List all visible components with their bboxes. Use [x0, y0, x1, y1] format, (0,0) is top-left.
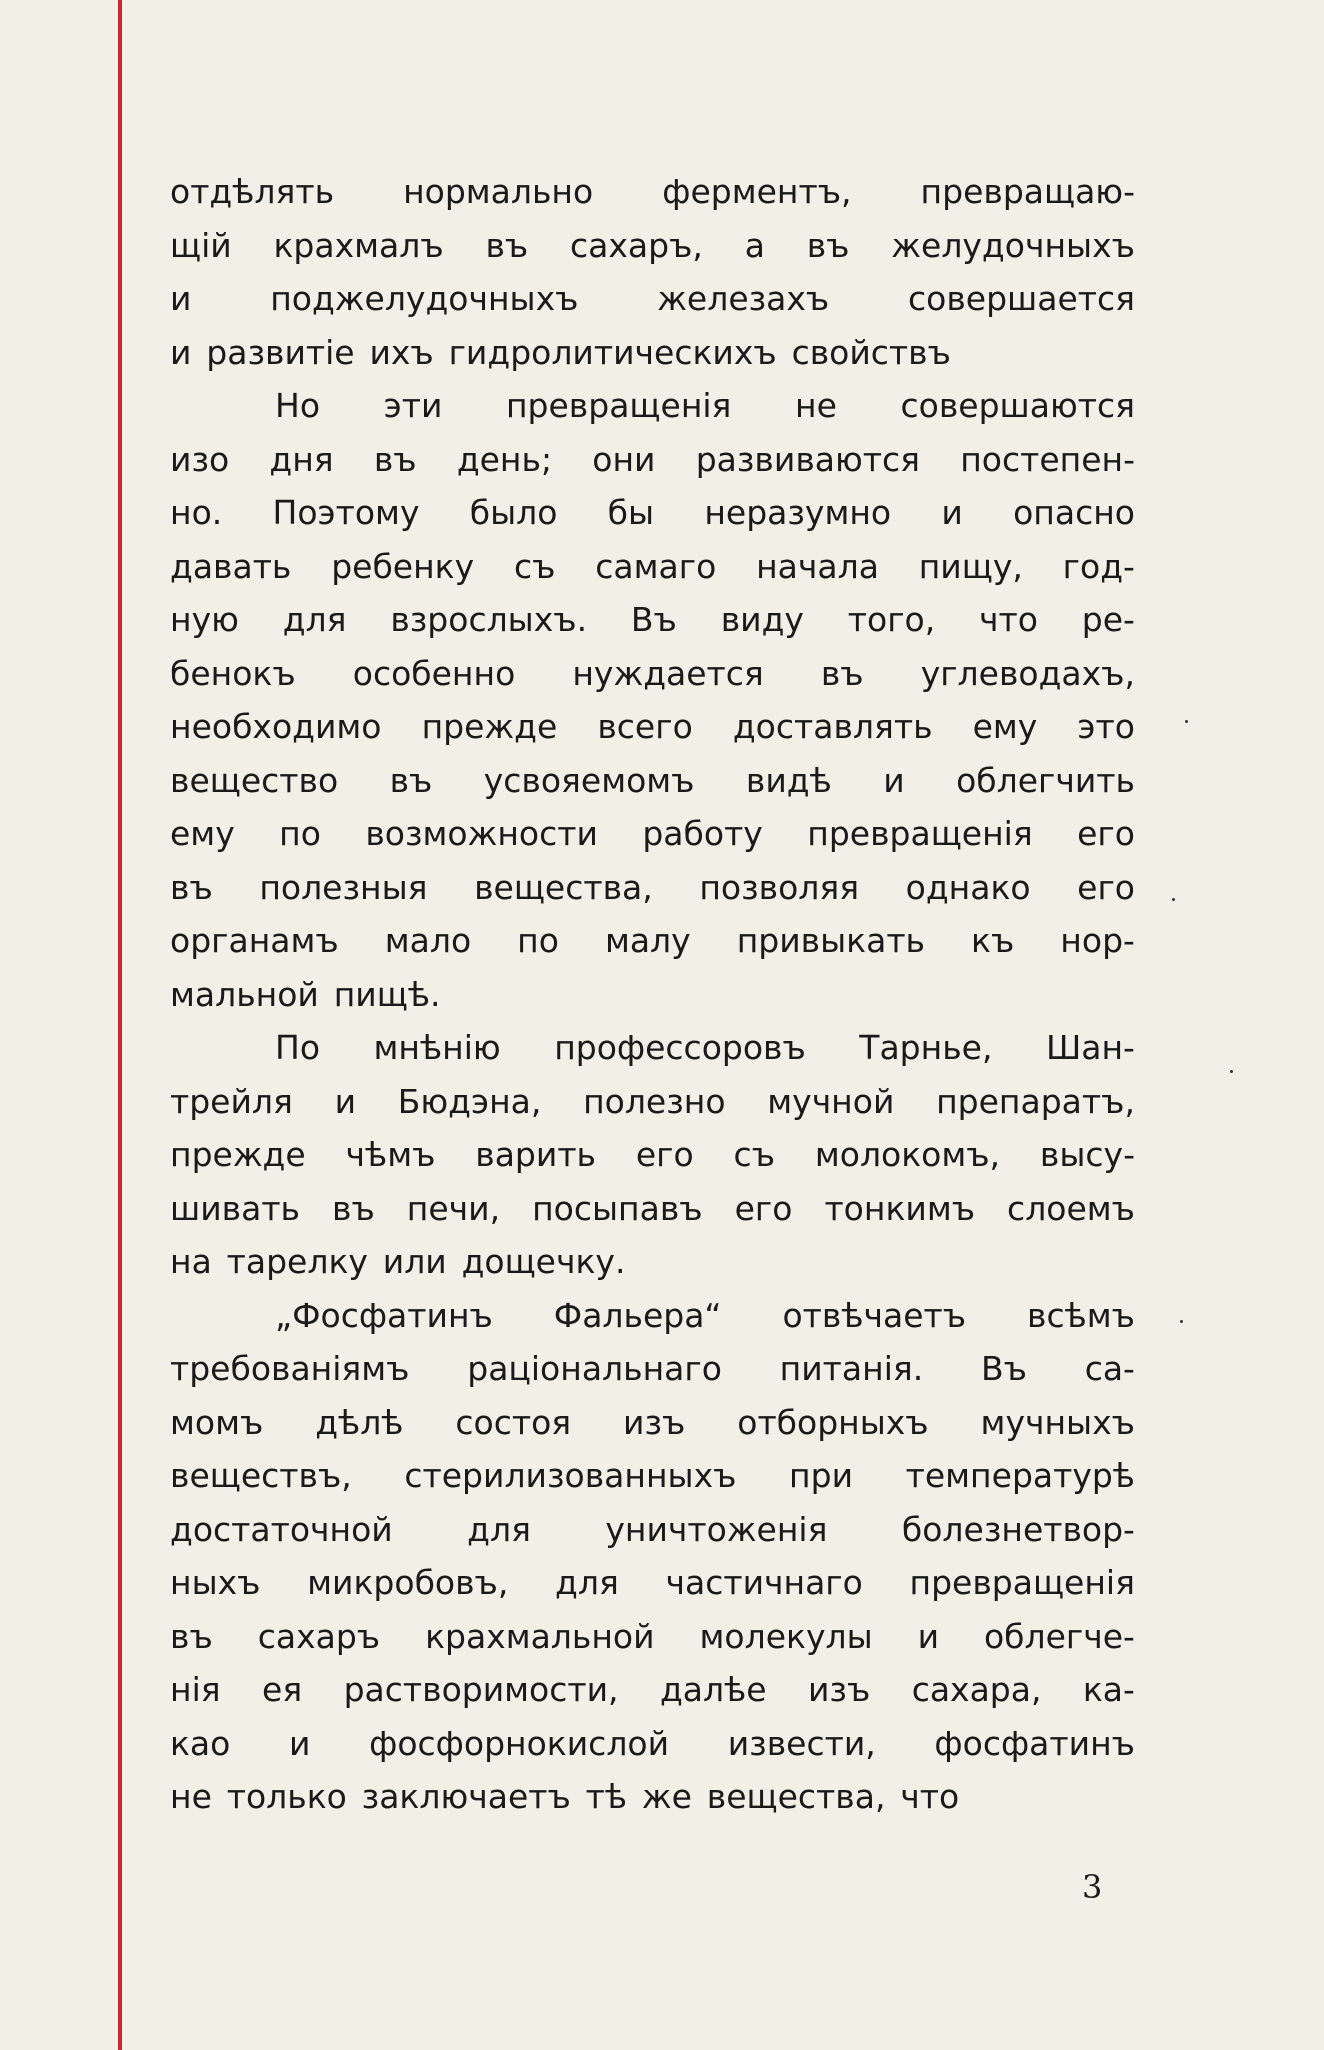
word: Тарнье,: [859, 1028, 993, 1067]
word: въ: [806, 225, 850, 265]
word: сахара,: [911, 1670, 1042, 1709]
word: прежде: [421, 707, 558, 746]
ink-speck: [1180, 1320, 1183, 1323]
word: что: [900, 1777, 960, 1816]
word: полезно: [583, 1081, 726, 1121]
word: превращенія: [909, 1563, 1135, 1602]
word: бы: [607, 493, 655, 532]
word: частичнаго: [665, 1563, 863, 1602]
word: нуждается: [572, 653, 764, 693]
word: изъ: [623, 1402, 686, 1442]
word: трейля: [170, 1081, 293, 1121]
text-line: [170, 1717, 1135, 1771]
word: малу: [604, 921, 691, 960]
word: посыпавъ: [532, 1188, 703, 1228]
word: ныхъ: [170, 1563, 261, 1602]
body-text: [170, 165, 1135, 1824]
word: что: [979, 600, 1038, 639]
word: видѣ: [745, 760, 832, 800]
word: неразумно: [704, 493, 892, 532]
text-line: [170, 1396, 1135, 1450]
word: въ: [485, 225, 529, 265]
word: печи,: [406, 1188, 501, 1228]
text-line: [170, 700, 1135, 754]
word: „Фосфатинъ: [275, 1295, 493, 1335]
text-line: [170, 593, 1135, 647]
text-line: [170, 807, 1135, 861]
word: при: [789, 1456, 854, 1495]
word: же: [641, 1777, 692, 1816]
word: вещества,: [706, 1777, 886, 1816]
word: день;: [456, 439, 553, 479]
text-line: [170, 1770, 1135, 1824]
word: щій: [170, 225, 232, 265]
word: температурѣ: [905, 1456, 1135, 1495]
word: превращенія: [807, 814, 1033, 853]
word: молекулы: [699, 1616, 873, 1656]
text-line: [170, 486, 1135, 540]
word: на: [170, 1242, 212, 1281]
word: доставлять: [732, 707, 933, 746]
word: заключаетъ: [361, 1777, 571, 1816]
word: ребенку: [331, 546, 475, 586]
word: пищѣ.: [333, 974, 441, 1014]
text-line: [170, 914, 1135, 968]
text-line: [170, 1289, 1135, 1343]
word: момъ: [170, 1402, 264, 1442]
text-line: [170, 1128, 1135, 1182]
word: фосфатинъ: [934, 1723, 1135, 1763]
word: они: [592, 439, 656, 479]
word: его: [1077, 814, 1135, 853]
ink-speck: [1230, 1070, 1233, 1073]
word: стерилизованныхъ: [404, 1456, 737, 1495]
word: въ: [170, 1616, 213, 1656]
word: для: [467, 1509, 531, 1549]
ink-speck: [1172, 898, 1175, 901]
word: бенокъ: [170, 653, 296, 693]
margin-rule: [118, 0, 122, 2050]
word: препаратъ,: [936, 1081, 1135, 1121]
word: По: [275, 1028, 321, 1067]
word: извести,: [727, 1723, 876, 1763]
word: однако: [905, 867, 1031, 907]
word: для: [555, 1563, 619, 1602]
word: но.: [170, 493, 223, 532]
word: начала: [756, 546, 879, 586]
word: и: [883, 760, 905, 800]
word: взрослыхъ.: [390, 600, 588, 639]
word: изъ: [807, 1670, 871, 1709]
word: углеводахъ,: [920, 653, 1135, 693]
word: Поэтому: [272, 493, 420, 532]
word: превращаю-: [920, 172, 1135, 211]
word: веществъ,: [170, 1456, 352, 1495]
word: нор-: [1060, 921, 1135, 960]
word: питанія.: [779, 1349, 924, 1388]
word: того,: [847, 600, 936, 639]
word: растворимости,: [343, 1670, 619, 1709]
word: достаточной: [170, 1509, 393, 1549]
word: его: [734, 1188, 793, 1228]
word: железахъ: [657, 279, 830, 318]
word: чѣмъ: [345, 1135, 436, 1174]
word: далѣе: [659, 1670, 767, 1709]
word: и: [941, 493, 963, 532]
word: мнѣнію: [373, 1028, 501, 1067]
text-line: [170, 272, 1135, 326]
word: особенно: [352, 653, 516, 693]
text-line: [170, 1663, 1135, 1717]
word: мальной: [170, 974, 319, 1014]
word: и: [334, 1081, 357, 1121]
word: дощечку.: [461, 1242, 626, 1281]
word: поджелудочныхъ: [270, 279, 579, 318]
word: тарелку: [226, 1242, 368, 1281]
word: отборныхъ: [737, 1402, 929, 1442]
word: гидролитическихъ: [448, 332, 777, 372]
word: Въ: [630, 600, 677, 639]
word: мучной: [767, 1081, 895, 1121]
word: привыкать: [736, 921, 926, 960]
word: отдѣлять: [170, 172, 335, 211]
text-line: [170, 433, 1135, 487]
word: сахаръ,: [570, 225, 703, 265]
word: мало: [384, 921, 472, 960]
text-line: [170, 1075, 1135, 1129]
text-line: [170, 1182, 1135, 1236]
word: всѣмъ: [1027, 1295, 1135, 1335]
ink-speck: [1185, 720, 1188, 723]
word: или: [382, 1242, 447, 1281]
word: было: [469, 493, 558, 532]
word: развитіе: [206, 332, 355, 372]
word: его: [1077, 867, 1135, 907]
word: это: [1077, 707, 1135, 746]
text-line: [170, 1449, 1135, 1503]
word: развиваются: [695, 439, 920, 479]
word: желудочныхъ: [891, 225, 1135, 265]
word: пищу,: [918, 546, 1023, 586]
word: для: [282, 600, 347, 639]
word: состоя: [455, 1402, 572, 1442]
word: постепен-: [960, 439, 1135, 479]
word: а: [744, 225, 765, 265]
word: только: [226, 1777, 347, 1816]
text-line: [170, 326, 1135, 380]
text-line: [170, 1235, 1135, 1289]
word: шивать: [170, 1188, 300, 1228]
word: изо: [170, 439, 230, 479]
word: као: [170, 1723, 231, 1763]
word: въ: [373, 439, 417, 479]
word: ную: [170, 600, 239, 639]
word: ка-: [1082, 1670, 1135, 1709]
word: дѣлѣ: [315, 1402, 404, 1442]
text-line: [170, 540, 1135, 594]
word: нія: [170, 1670, 221, 1709]
word: и: [917, 1616, 940, 1656]
word: усвояемомъ: [483, 760, 695, 800]
word: ихъ: [369, 332, 434, 372]
word: вещества,: [474, 867, 653, 907]
word: ре-: [1081, 600, 1135, 639]
word: Фальера“: [553, 1295, 722, 1335]
word: раціональнаго: [467, 1349, 722, 1388]
word: болезнетвор-: [901, 1509, 1135, 1549]
text-line: [170, 647, 1135, 701]
text-line: [170, 1503, 1135, 1557]
word: совершаются: [900, 386, 1135, 425]
word: по: [517, 921, 559, 960]
text-line: [170, 1556, 1135, 1610]
text-line: [170, 968, 1135, 1022]
word: сахаръ: [257, 1616, 381, 1656]
word: молокомъ,: [814, 1135, 1001, 1174]
text-line: [170, 1342, 1135, 1396]
word: микробовъ,: [307, 1563, 509, 1602]
text-line: [170, 379, 1135, 433]
word: эти: [383, 386, 443, 425]
word: къ: [971, 921, 1015, 960]
word: фосфорнокислой: [369, 1723, 670, 1763]
word: виду: [720, 600, 804, 639]
word: и: [170, 332, 192, 372]
word: полезныя: [259, 867, 428, 907]
word: и: [289, 1723, 311, 1763]
word: давать: [170, 546, 292, 586]
text-line: [170, 1021, 1135, 1075]
word: тонкимъ: [824, 1188, 976, 1228]
word: не: [170, 1777, 212, 1816]
text-line: [170, 219, 1135, 273]
word: его: [635, 1135, 694, 1174]
word: ферментъ,: [662, 172, 852, 211]
word: мучныхъ: [980, 1402, 1135, 1442]
word: варить: [475, 1135, 597, 1174]
word: не: [795, 386, 837, 425]
text-line: [170, 165, 1135, 219]
text-line: [170, 754, 1135, 808]
word: отвѣчаетъ: [782, 1295, 967, 1335]
word: са-: [1084, 1349, 1135, 1388]
word: требованіямъ: [170, 1349, 410, 1388]
word: по: [279, 814, 321, 853]
word: год-: [1062, 546, 1135, 586]
word: прежде: [170, 1135, 306, 1174]
word: Въ: [980, 1349, 1027, 1388]
word: вещество: [170, 760, 339, 800]
text-line: [170, 861, 1135, 915]
word: ему: [170, 814, 235, 853]
word: профессоровъ: [554, 1028, 806, 1067]
word: нормально: [403, 172, 594, 211]
word: съ: [733, 1135, 776, 1174]
word: и: [170, 279, 192, 318]
word: Бюдэна,: [397, 1081, 542, 1121]
word: Шан-: [1045, 1028, 1135, 1067]
word: органамъ: [170, 921, 339, 960]
word: тѣ: [585, 1777, 628, 1816]
word: облегче-: [983, 1616, 1135, 1656]
word: крахмалъ: [273, 225, 444, 265]
word: возможности: [365, 814, 598, 853]
word: въ: [332, 1188, 375, 1228]
word: слоемъ: [1007, 1188, 1135, 1228]
word: дня: [269, 439, 334, 479]
word: свойствъ: [791, 332, 951, 372]
word: въ: [820, 653, 864, 693]
word: совершается: [908, 279, 1135, 318]
word: работу: [642, 814, 763, 853]
word: облегчить: [956, 760, 1135, 800]
word: необходимо: [170, 707, 382, 746]
word: ему: [972, 707, 1038, 746]
page-number: 3: [1082, 1868, 1103, 1906]
word: ея: [262, 1670, 303, 1709]
word: всего: [597, 707, 693, 746]
word: высу-: [1039, 1135, 1135, 1174]
word: опасно: [1013, 493, 1135, 532]
word: превращенія: [505, 386, 732, 425]
word: въ: [389, 760, 433, 800]
word: уничтоженія: [605, 1509, 828, 1549]
word: Но: [275, 386, 321, 425]
word: крахмальной: [425, 1616, 655, 1656]
word: позволяя: [699, 867, 860, 907]
text-line: [170, 1610, 1135, 1664]
word: самаго: [595, 546, 717, 586]
word: съ: [513, 546, 556, 586]
word: въ: [170, 867, 213, 907]
